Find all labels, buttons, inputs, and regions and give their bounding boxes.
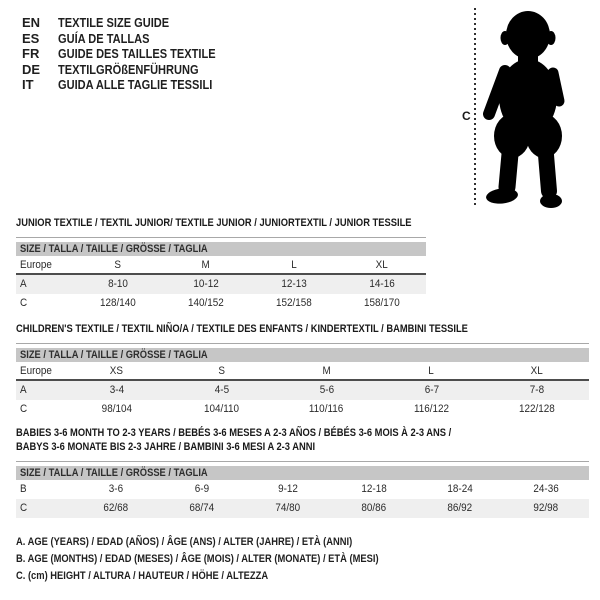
- table-title: [16, 426, 589, 454]
- table-cell: XS: [109, 365, 124, 377]
- table-cell: M: [201, 259, 211, 271]
- table-cell: 9-12: [278, 483, 298, 495]
- babies-size-table: [16, 461, 589, 518]
- table-cell: S: [114, 259, 122, 271]
- language-row: [22, 77, 243, 93]
- footnote-c: C. (cm) HEIGHT / ALTURA / HAUTEUR / HÖHE / ALTEZZA: [16, 570, 269, 582]
- language-title: TEXTILE SIZE GUIDE: [58, 15, 170, 30]
- language-row: [22, 46, 243, 62]
- table-cell: 5-6: [319, 384, 334, 396]
- table-body: [16, 362, 589, 419]
- table-cell: 12-18: [361, 483, 387, 495]
- size-header-text: SIZE / TALLA / TAILLE / GRÖSSE / TAGLIA: [20, 243, 208, 255]
- table-cell: B: [20, 483, 27, 495]
- junior-size-table: [16, 237, 426, 313]
- size-header-text: SIZE / TALLA / TAILLE / GRÖSSE / TAGLIA: [20, 467, 208, 479]
- table-cell: Europe: [20, 365, 52, 377]
- table-title-text: CHILDREN'S TEXTILE / TEXTIL NIÑO/A / TEXTILE DES ENFANTS / KINDERTEXTIL / BAMBINI TESSILE: [16, 323, 468, 335]
- table-cell: 98/104: [101, 403, 132, 415]
- language-row: [22, 15, 243, 31]
- table-cell: 74/80: [275, 502, 301, 514]
- language-code: ES: [22, 30, 40, 46]
- height-figure: [450, 5, 595, 215]
- height-marker-label: C: [462, 109, 471, 123]
- table-cell: XL: [375, 259, 389, 271]
- language-title: TEXTILGRÖßENFÜHRUNG: [58, 61, 199, 77]
- table-cell: 6-9: [194, 483, 210, 495]
- table-title-text: JUNIOR TEXTILE / TEXTIL JUNIOR/ TEXTILE JUNIOR / JUNIORTEXTIL / JUNIOR TESSILE: [16, 217, 412, 229]
- table-title-text: BABYS 3-6 MONATE BIS 2-3 JAHRE / BAMBINI 3-6 MESI A 2-3 ANNI: [16, 441, 316, 453]
- table-cell: 140/152: [188, 297, 224, 309]
- size-header-text: SIZE / TALLA / TAILLE / GRÖSSE / TAGLIA: [20, 349, 208, 361]
- table-cell: 3-4: [109, 384, 124, 396]
- table-cell: 92/98: [533, 502, 559, 514]
- legend-footnotes: [16, 534, 443, 585]
- table-cell: Europe: [20, 259, 52, 271]
- table-cell: L: [428, 365, 435, 377]
- table-cell: A: [20, 384, 27, 396]
- size-header-band: [16, 242, 426, 256]
- table-row: [16, 400, 589, 419]
- table-cell: L: [291, 259, 297, 271]
- size-header-band: [16, 466, 589, 480]
- table-row: [16, 480, 589, 499]
- table-cell: M: [322, 365, 331, 377]
- table-cell: 24-36: [533, 483, 559, 495]
- table-cell: 116/122: [413, 403, 450, 415]
- table-cell: 152/158: [276, 297, 312, 309]
- table-cell: 68/74: [189, 502, 215, 514]
- table-title: [16, 216, 481, 230]
- table-cell: 10-12: [193, 278, 219, 290]
- junior-textile-section: [16, 216, 481, 313]
- table-cell: 6-7: [424, 384, 439, 396]
- table-cell: 12-13: [281, 278, 307, 290]
- language-code: IT: [22, 77, 34, 92]
- table-cell: 18-24: [447, 483, 473, 495]
- table-cell: 4-5: [214, 384, 229, 396]
- table-row: [16, 275, 426, 294]
- language-code: DE: [22, 61, 41, 77]
- table-cell: 158/170: [364, 297, 400, 309]
- language-title-list: [22, 15, 243, 93]
- table-cell: A: [20, 278, 27, 290]
- table-cell: 8-10: [108, 278, 128, 290]
- footnote-b: B. AGE (MONTHS) / EDAD (MESES) / ÂGE (MOIS) / ALTER (MONATE) / ETÀ (MESI): [16, 553, 379, 565]
- table-row: [16, 256, 426, 275]
- babies-textile-section: [16, 426, 589, 518]
- table-cell: 128/140: [100, 297, 136, 309]
- table-title-text: BABIES 3-6 MONTH TO 2-3 YEARS / BEBÉS 3-6 MESES A 2-3 AÑOS / BÉBÉS 3-6 MOIS À 2-3 ANS /: [16, 427, 452, 439]
- table-cell: C: [20, 297, 28, 309]
- table-cell: XL: [530, 365, 543, 377]
- table-row: [16, 294, 426, 313]
- table-cell: 14-16: [369, 278, 395, 290]
- language-row: [22, 62, 243, 78]
- table-row: [16, 362, 589, 381]
- childrens-size-table: [16, 343, 589, 419]
- table-cell: 80/86: [361, 502, 387, 514]
- language-code: FR: [22, 46, 40, 61]
- size-header-band: [16, 348, 589, 362]
- table-body: [16, 256, 426, 313]
- language-title: GUIDA ALLE TAGLIE TESSILI: [58, 77, 213, 92]
- table-cell: 3-6: [108, 483, 124, 495]
- toddler-silhouette-icon: [450, 5, 595, 215]
- footnote-a: A. AGE (YEARS) / EDAD (AÑOS) / ÂGE (ANS) / ALTER (JAHRE) / ETÀ (ANNI): [16, 536, 353, 548]
- table-cell: 110/116: [309, 403, 344, 415]
- table-row: [16, 381, 589, 400]
- table-cell: S: [218, 365, 225, 377]
- table-cell: 7-8: [529, 384, 544, 396]
- childrens-textile-section: [16, 322, 589, 419]
- table-body: [16, 480, 589, 518]
- language-code: EN: [22, 15, 41, 30]
- table-title: [16, 322, 589, 336]
- table-cell: 122/128: [518, 403, 555, 415]
- language-title: GUÍA DE TALLAS: [58, 30, 150, 46]
- table-cell: 104/110: [203, 403, 240, 415]
- table-cell: C: [20, 403, 28, 415]
- language-row: [22, 31, 243, 47]
- table-cell: C: [20, 502, 28, 514]
- language-title: GUIDE DES TAILLES TEXTILE: [58, 46, 216, 61]
- table-row: [16, 499, 589, 518]
- table-cell: 62/68: [103, 502, 129, 514]
- table-cell: 86/92: [447, 502, 473, 514]
